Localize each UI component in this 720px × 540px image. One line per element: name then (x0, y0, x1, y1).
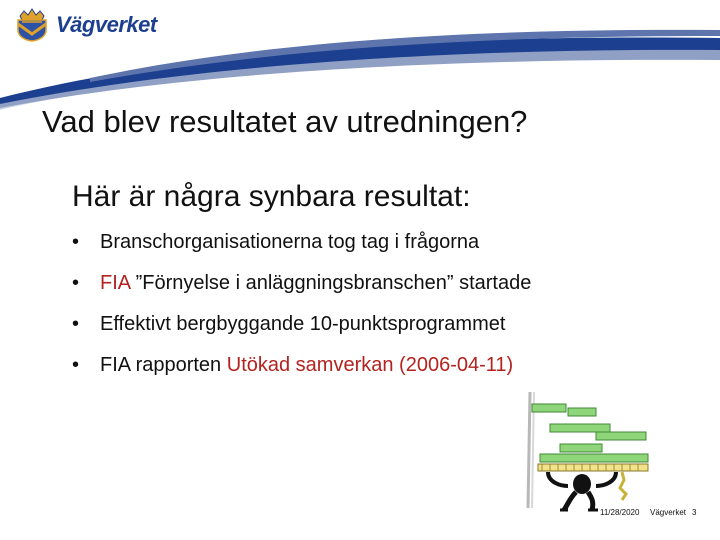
man-lifting-bars-illustration (520, 388, 670, 518)
bullet-item (72, 269, 531, 310)
bullet-item (72, 351, 531, 392)
bullet-list (72, 228, 531, 392)
bullet-dot-icon: • (72, 313, 80, 335)
bullet-text-part: FIA rapporten (100, 354, 227, 376)
footer-page-number: 3 (692, 508, 697, 517)
bullet-text (100, 269, 531, 310)
bullet-item (72, 228, 531, 269)
bullet-text (100, 228, 479, 269)
footer-org: Vägverket (650, 508, 687, 517)
slide-subtitle: Här är några synbara resultat: (72, 180, 471, 213)
bullet-text-part: Effektivt bergbyggande 10-punktsprogrammet (100, 313, 506, 335)
bullet-dot-icon: • (72, 272, 80, 294)
bullet-dot-icon: • (72, 354, 80, 376)
bullet-dot-icon: • (72, 231, 80, 253)
bullet-item (72, 310, 531, 351)
bullet-text (100, 310, 505, 351)
bullet-highlight-text: FIA (100, 272, 131, 294)
logo-text: Vägverket (56, 12, 157, 37)
bullet-text (100, 351, 513, 392)
logo (14, 8, 157, 42)
slide-title: Vad blev resultatet av utredningen? (42, 104, 528, 139)
footer-date: 11/28/2020 (600, 508, 640, 517)
crown-shield-icon (14, 8, 50, 42)
bullet-highlight-text: Utökad samverkan (2006-04-11) (226, 354, 514, 376)
bullet-text-part: Branschorganisationerna tog tag i frågorna (100, 231, 480, 253)
bullet-text-part: ”Förnyelse i anläggningsbranschen” startade (130, 272, 532, 294)
